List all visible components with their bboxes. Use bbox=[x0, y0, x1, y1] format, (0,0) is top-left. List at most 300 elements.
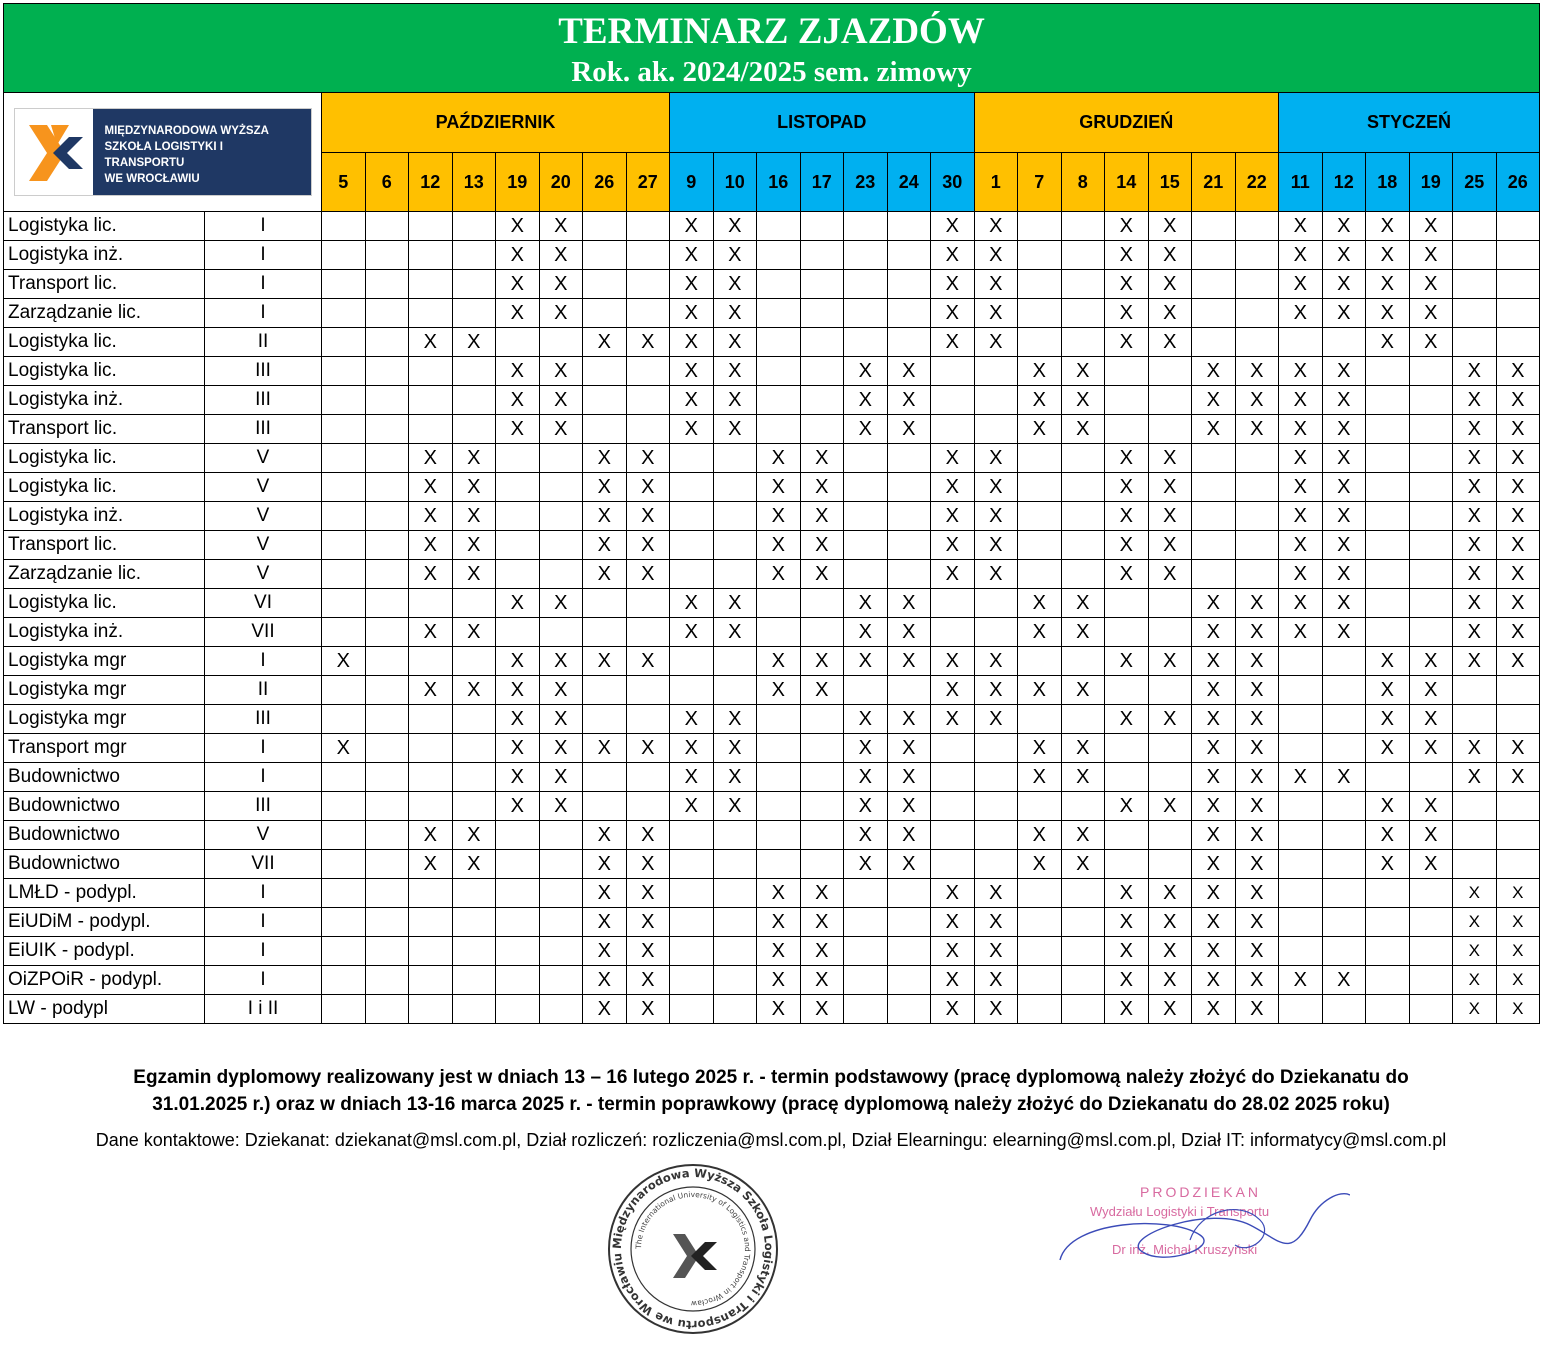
schedule-cell bbox=[670, 966, 714, 995]
schedule-cell bbox=[1279, 705, 1323, 734]
schedule-cell: X bbox=[1322, 560, 1366, 589]
schedule-cell: X bbox=[539, 705, 583, 734]
schedule-cell: X bbox=[1453, 386, 1497, 415]
schedule-cell: X bbox=[974, 647, 1018, 676]
schedule-cell: X bbox=[757, 937, 801, 966]
schedule-cell: X bbox=[1366, 705, 1410, 734]
day-header: 21 bbox=[1192, 153, 1236, 212]
schedule-cell: X bbox=[713, 386, 757, 415]
schedule-cell: X bbox=[713, 734, 757, 763]
schedule-cell bbox=[757, 415, 801, 444]
schedule-cell: X bbox=[1192, 386, 1236, 415]
schedule-cell: X bbox=[1322, 444, 1366, 473]
schedule-cell: X bbox=[1192, 705, 1236, 734]
schedule-cell: X bbox=[931, 299, 975, 328]
schedule-cell bbox=[1453, 270, 1497, 299]
schedule-cell bbox=[1192, 270, 1236, 299]
day-header: 26 bbox=[1496, 153, 1540, 212]
schedule-cell: X bbox=[1105, 879, 1149, 908]
schedule-cell bbox=[974, 734, 1018, 763]
schedule-cell bbox=[757, 850, 801, 879]
program-name: Logistyka mgr bbox=[4, 676, 205, 705]
schedule-cell bbox=[583, 415, 627, 444]
schedule-cell bbox=[1105, 357, 1149, 386]
program-name: LMŁD - podypl. bbox=[4, 879, 205, 908]
schedule-cell: X bbox=[1192, 792, 1236, 821]
schedule-cell: X bbox=[931, 473, 975, 502]
schedule-cell bbox=[409, 966, 453, 995]
schedule-cell bbox=[800, 821, 844, 850]
schedule-cell bbox=[757, 328, 801, 357]
day-header: 13 bbox=[452, 153, 496, 212]
schedule-cell bbox=[1453, 241, 1497, 270]
schedule-cell: X bbox=[1366, 270, 1410, 299]
schedule-cell bbox=[1366, 937, 1410, 966]
schedule-cell bbox=[365, 821, 409, 850]
schedule-cell bbox=[322, 241, 366, 270]
schedule-cell: X bbox=[974, 937, 1018, 966]
schedule-cell bbox=[365, 647, 409, 676]
schedule-cell: X bbox=[1235, 357, 1279, 386]
schedule-cell bbox=[452, 241, 496, 270]
schedule-cell: X bbox=[1192, 850, 1236, 879]
schedule-cell: X bbox=[583, 879, 627, 908]
schedule-cell bbox=[1148, 821, 1192, 850]
table-row bbox=[4, 676, 1540, 705]
schedule-cell: X bbox=[583, 995, 627, 1024]
schedule-cell bbox=[583, 386, 627, 415]
schedule-cell bbox=[757, 386, 801, 415]
schedule-cell: X bbox=[1105, 444, 1149, 473]
schedule-cell: X bbox=[974, 241, 1018, 270]
schedule-cell bbox=[1061, 908, 1105, 937]
schedule-cell bbox=[1279, 937, 1323, 966]
schedule-cell bbox=[670, 676, 714, 705]
schedule-cell bbox=[1366, 357, 1410, 386]
schedule-cell: X bbox=[887, 647, 931, 676]
schedule-cell: X bbox=[409, 618, 453, 647]
schedule-cell: X bbox=[1279, 502, 1323, 531]
schedule-cell bbox=[1279, 821, 1323, 850]
schedule-cell: X bbox=[1496, 531, 1540, 560]
schedule-cell: X bbox=[452, 531, 496, 560]
schedule-cell: X bbox=[757, 908, 801, 937]
schedule-cell bbox=[1018, 647, 1062, 676]
schedule-cell bbox=[800, 415, 844, 444]
schedule-cell: X bbox=[757, 995, 801, 1024]
schedule-cell: X bbox=[539, 241, 583, 270]
semester: I bbox=[205, 966, 322, 995]
schedule-cell bbox=[757, 270, 801, 299]
schedule-cell: X bbox=[1018, 850, 1062, 879]
program-name: OiZPOiR - podypl. bbox=[4, 966, 205, 995]
schedule-cell: X bbox=[1105, 792, 1149, 821]
schedule-cell bbox=[409, 241, 453, 270]
schedule-cell bbox=[583, 357, 627, 386]
schedule-cell: X bbox=[1192, 676, 1236, 705]
schedule-cell bbox=[1322, 937, 1366, 966]
schedule-cell: X bbox=[1409, 734, 1453, 763]
schedule-cell bbox=[800, 763, 844, 792]
schedule-cell bbox=[1018, 270, 1062, 299]
schedule-cell bbox=[1018, 241, 1062, 270]
schedule-cell bbox=[1496, 270, 1540, 299]
schedule-cell bbox=[931, 763, 975, 792]
schedule-cell: X bbox=[713, 705, 757, 734]
schedule-cell bbox=[322, 937, 366, 966]
schedule-cell bbox=[1453, 212, 1497, 241]
schedule-cell bbox=[496, 850, 540, 879]
schedule-cell: X bbox=[1496, 357, 1540, 386]
schedule-cell bbox=[322, 850, 366, 879]
schedule-cell: X bbox=[452, 560, 496, 589]
schedule-cell bbox=[626, 763, 670, 792]
schedule-cell bbox=[1061, 995, 1105, 1024]
schedule-cell bbox=[1061, 212, 1105, 241]
schedule-cell: X bbox=[1366, 212, 1410, 241]
program-name: LW - podypl bbox=[4, 995, 205, 1024]
schedule-cell: X bbox=[844, 734, 888, 763]
schedule-cell bbox=[844, 270, 888, 299]
semester: II bbox=[205, 328, 322, 357]
schedule-cell: X bbox=[670, 763, 714, 792]
schedule-cell bbox=[1018, 966, 1062, 995]
schedule-cell: X bbox=[800, 473, 844, 502]
schedule-cell bbox=[887, 473, 931, 502]
schedule-cell: X bbox=[974, 531, 1018, 560]
schedule-cell: X bbox=[713, 212, 757, 241]
schedule-cell: X bbox=[1105, 270, 1149, 299]
schedule-cell: X bbox=[1235, 618, 1279, 647]
schedule-cell: X bbox=[1409, 647, 1453, 676]
schedule-cell: X bbox=[1279, 560, 1323, 589]
schedule-cell: X bbox=[1322, 241, 1366, 270]
schedule-cell bbox=[322, 676, 366, 705]
schedule-cell bbox=[583, 676, 627, 705]
schedule-cell bbox=[365, 531, 409, 560]
semester: I bbox=[205, 647, 322, 676]
schedule-cell: X bbox=[1192, 647, 1236, 676]
schedule-cell: X bbox=[887, 734, 931, 763]
schedule-cell bbox=[1148, 415, 1192, 444]
semester: I i II bbox=[205, 995, 322, 1024]
schedule-cell bbox=[1061, 241, 1105, 270]
schedule-cell bbox=[409, 270, 453, 299]
schedule-cell bbox=[496, 821, 540, 850]
schedule-cell: X bbox=[1235, 589, 1279, 618]
schedule-cell: X bbox=[887, 415, 931, 444]
program-name: Logistyka inż. bbox=[4, 502, 205, 531]
schedule-cell bbox=[409, 937, 453, 966]
schedule-cell bbox=[1279, 647, 1323, 676]
schedule-cell: X bbox=[496, 647, 540, 676]
schedule-cell bbox=[800, 328, 844, 357]
dean-signature bbox=[1050, 1180, 1350, 1280]
schedule-cell bbox=[1496, 792, 1540, 821]
schedule-cell bbox=[452, 270, 496, 299]
schedule-cell: X bbox=[844, 589, 888, 618]
schedule-cell bbox=[539, 328, 583, 357]
semester: III bbox=[205, 386, 322, 415]
schedule-cell: X bbox=[931, 937, 975, 966]
schedule-cell bbox=[365, 212, 409, 241]
semester: I bbox=[205, 270, 322, 299]
schedule-cell: X bbox=[1366, 328, 1410, 357]
schedule-cell: X bbox=[1453, 444, 1497, 473]
schedule-cell: X bbox=[931, 995, 975, 1024]
schedule-cell: X bbox=[1192, 589, 1236, 618]
semester: V bbox=[205, 560, 322, 589]
schedule-cell bbox=[713, 879, 757, 908]
schedule-cell bbox=[365, 589, 409, 618]
schedule-cell bbox=[626, 676, 670, 705]
schedule-cell: X bbox=[974, 502, 1018, 531]
schedule-cell: X bbox=[1105, 531, 1149, 560]
schedule-cell: X bbox=[1148, 560, 1192, 589]
schedule-cell: X bbox=[887, 618, 931, 647]
schedule-cell bbox=[757, 763, 801, 792]
schedule-cell bbox=[1322, 995, 1366, 1024]
schedule-cell bbox=[1061, 937, 1105, 966]
schedule-cell bbox=[1366, 415, 1410, 444]
schedule-cell: X bbox=[713, 618, 757, 647]
schedule-cell: X bbox=[974, 328, 1018, 357]
schedule-cell bbox=[1322, 792, 1366, 821]
schedule-cell bbox=[757, 792, 801, 821]
schedule-cell: X bbox=[1322, 386, 1366, 415]
schedule-cell bbox=[583, 299, 627, 328]
schedule-cell bbox=[539, 618, 583, 647]
schedule-cell bbox=[496, 531, 540, 560]
table-row bbox=[4, 647, 1540, 676]
schedule-cell bbox=[974, 618, 1018, 647]
day-header: 17 bbox=[800, 153, 844, 212]
schedule-cell: X bbox=[931, 705, 975, 734]
table-row bbox=[4, 386, 1540, 415]
schedule-cell bbox=[757, 734, 801, 763]
schedule-cell: X bbox=[931, 212, 975, 241]
schedule-cell: X bbox=[583, 531, 627, 560]
schedule-cell bbox=[1322, 850, 1366, 879]
day-header: 19 bbox=[1409, 153, 1453, 212]
schedule-cell bbox=[365, 415, 409, 444]
table-row bbox=[4, 299, 1540, 328]
schedule-cell bbox=[1409, 966, 1453, 995]
schedule-cell bbox=[1105, 415, 1149, 444]
schedule-cell: X bbox=[670, 415, 714, 444]
schedule-cell: X bbox=[887, 763, 931, 792]
schedule-cell bbox=[757, 299, 801, 328]
schedule-cell: X bbox=[452, 850, 496, 879]
schedule-cell bbox=[1192, 241, 1236, 270]
schedule-cell bbox=[626, 705, 670, 734]
schedule-cell bbox=[757, 821, 801, 850]
schedule-cell: X bbox=[1453, 995, 1497, 1024]
schedule-cell: X bbox=[539, 299, 583, 328]
schedule-cell: X bbox=[1105, 328, 1149, 357]
schedule-cell: X bbox=[539, 676, 583, 705]
schedule-cell bbox=[1322, 676, 1366, 705]
schedule-cell: X bbox=[1279, 357, 1323, 386]
schedule-cell: X bbox=[844, 763, 888, 792]
schedule-cell bbox=[1061, 473, 1105, 502]
schedule-cell bbox=[496, 879, 540, 908]
schedule-cell bbox=[1235, 502, 1279, 531]
program-name: Logistyka mgr bbox=[4, 705, 205, 734]
schedule-cell: X bbox=[800, 966, 844, 995]
schedule-cell bbox=[365, 734, 409, 763]
schedule-cell: X bbox=[1018, 734, 1062, 763]
schedule-cell bbox=[1496, 705, 1540, 734]
schedule-cell bbox=[1018, 995, 1062, 1024]
schedule-cell bbox=[452, 937, 496, 966]
schedule-cell bbox=[1235, 241, 1279, 270]
schedule-cell bbox=[1322, 328, 1366, 357]
logo-line: WE WROCŁAWIU bbox=[104, 173, 200, 185]
schedule-cell: X bbox=[844, 821, 888, 850]
schedule-cell: X bbox=[1496, 966, 1540, 995]
schedule-cell: X bbox=[1409, 212, 1453, 241]
schedule-cell: X bbox=[1148, 531, 1192, 560]
schedule-cell: X bbox=[931, 647, 975, 676]
schedule-cell bbox=[1061, 502, 1105, 531]
schedule-cell: X bbox=[583, 328, 627, 357]
schedule-cell bbox=[1192, 531, 1236, 560]
schedule-cell: X bbox=[626, 937, 670, 966]
schedule-cell bbox=[800, 212, 844, 241]
schedule-cell bbox=[365, 502, 409, 531]
day-header: 12 bbox=[1322, 153, 1366, 212]
schedule-cell: X bbox=[1453, 763, 1497, 792]
schedule-cell bbox=[800, 589, 844, 618]
schedule-cell: X bbox=[1105, 995, 1149, 1024]
schedule-cell: X bbox=[713, 299, 757, 328]
table-row bbox=[4, 560, 1540, 589]
schedule-cell: X bbox=[1366, 676, 1410, 705]
schedule-cell bbox=[1453, 821, 1497, 850]
schedule-cell: X bbox=[1322, 473, 1366, 502]
schedule-cell: X bbox=[974, 705, 1018, 734]
table-row bbox=[4, 908, 1540, 937]
schedule-cell: X bbox=[1235, 734, 1279, 763]
schedule-cell bbox=[1061, 966, 1105, 995]
schedule-cell bbox=[626, 241, 670, 270]
schedule-cell bbox=[931, 415, 975, 444]
semester: III bbox=[205, 792, 322, 821]
schedule-cell bbox=[670, 821, 714, 850]
schedule-cell bbox=[365, 879, 409, 908]
schedule-cell: X bbox=[1496, 415, 1540, 444]
schedule-cell bbox=[1018, 328, 1062, 357]
schedule-cell bbox=[800, 734, 844, 763]
schedule-cell: X bbox=[1453, 647, 1497, 676]
schedule-cell bbox=[1105, 618, 1149, 647]
schedule-cell bbox=[1279, 879, 1323, 908]
month-header: STYCZEŃ bbox=[1279, 93, 1540, 153]
schedule-cell: X bbox=[1235, 415, 1279, 444]
schedule-cell: X bbox=[1496, 995, 1540, 1024]
schedule-cell: X bbox=[539, 270, 583, 299]
schedule-cell bbox=[713, 937, 757, 966]
schedule-cell bbox=[1279, 792, 1323, 821]
schedule-cell: X bbox=[887, 850, 931, 879]
schedule-cell: X bbox=[539, 647, 583, 676]
schedule-cell: X bbox=[974, 908, 1018, 937]
table-row bbox=[4, 357, 1540, 386]
schedule-cell bbox=[1322, 647, 1366, 676]
schedule-cell: X bbox=[1279, 763, 1323, 792]
schedule-cell: X bbox=[757, 560, 801, 589]
schedule-cell bbox=[1148, 589, 1192, 618]
schedule-cell: X bbox=[1366, 299, 1410, 328]
schedule-cell bbox=[1105, 821, 1149, 850]
schedule-cell bbox=[1322, 879, 1366, 908]
schedule-cell: X bbox=[583, 966, 627, 995]
schedule-cell bbox=[974, 357, 1018, 386]
schedule-cell bbox=[670, 879, 714, 908]
schedule-cell: X bbox=[496, 589, 540, 618]
schedule-cell bbox=[1322, 821, 1366, 850]
schedule-cell: X bbox=[1496, 908, 1540, 937]
schedule-cell bbox=[1496, 676, 1540, 705]
schedule-cell: X bbox=[1409, 821, 1453, 850]
schedule-cell bbox=[1061, 792, 1105, 821]
schedule-cell bbox=[931, 618, 975, 647]
schedule-cell: X bbox=[931, 444, 975, 473]
schedule-cell: X bbox=[1235, 995, 1279, 1024]
schedule-cell bbox=[1192, 444, 1236, 473]
schedule-cell bbox=[757, 618, 801, 647]
schedule-cell: X bbox=[670, 705, 714, 734]
semester: V bbox=[205, 531, 322, 560]
schedule-cell: X bbox=[1496, 589, 1540, 618]
schedule-cell bbox=[365, 676, 409, 705]
day-header: 1 bbox=[974, 153, 1018, 212]
schedule-cell: X bbox=[1453, 589, 1497, 618]
schedule-cell: X bbox=[1148, 444, 1192, 473]
schedule-cell bbox=[539, 850, 583, 879]
schedule-cell: X bbox=[1322, 531, 1366, 560]
schedule-cell bbox=[1453, 299, 1497, 328]
schedule-cell bbox=[931, 821, 975, 850]
schedule-cell: X bbox=[931, 966, 975, 995]
schedule-cell: X bbox=[1148, 995, 1192, 1024]
schedule-cell: X bbox=[1453, 560, 1497, 589]
table-row bbox=[4, 589, 1540, 618]
schedule-cell bbox=[1018, 908, 1062, 937]
schedule-cell: X bbox=[1496, 618, 1540, 647]
page-title: TERMINARZ ZJAZDÓW bbox=[558, 11, 985, 52]
schedule-cell: X bbox=[844, 850, 888, 879]
schedule-cell: X bbox=[670, 270, 714, 299]
program-name: EiUIK - podypl. bbox=[4, 937, 205, 966]
schedule-cell: X bbox=[626, 995, 670, 1024]
schedule-cell bbox=[452, 908, 496, 937]
schedule-cell: X bbox=[1496, 502, 1540, 531]
schedule-cell: X bbox=[539, 792, 583, 821]
schedule-cell: X bbox=[1453, 531, 1497, 560]
program-name: Transport lic. bbox=[4, 415, 205, 444]
schedule-cell: X bbox=[931, 270, 975, 299]
day-header: 9 bbox=[670, 153, 714, 212]
schedule-cell: X bbox=[1366, 792, 1410, 821]
schedule-cell bbox=[1366, 444, 1410, 473]
schedule-cell bbox=[1322, 908, 1366, 937]
schedule-cell bbox=[1453, 705, 1497, 734]
schedule-cell: X bbox=[1322, 502, 1366, 531]
schedule-cell bbox=[365, 299, 409, 328]
schedule-cell bbox=[496, 995, 540, 1024]
